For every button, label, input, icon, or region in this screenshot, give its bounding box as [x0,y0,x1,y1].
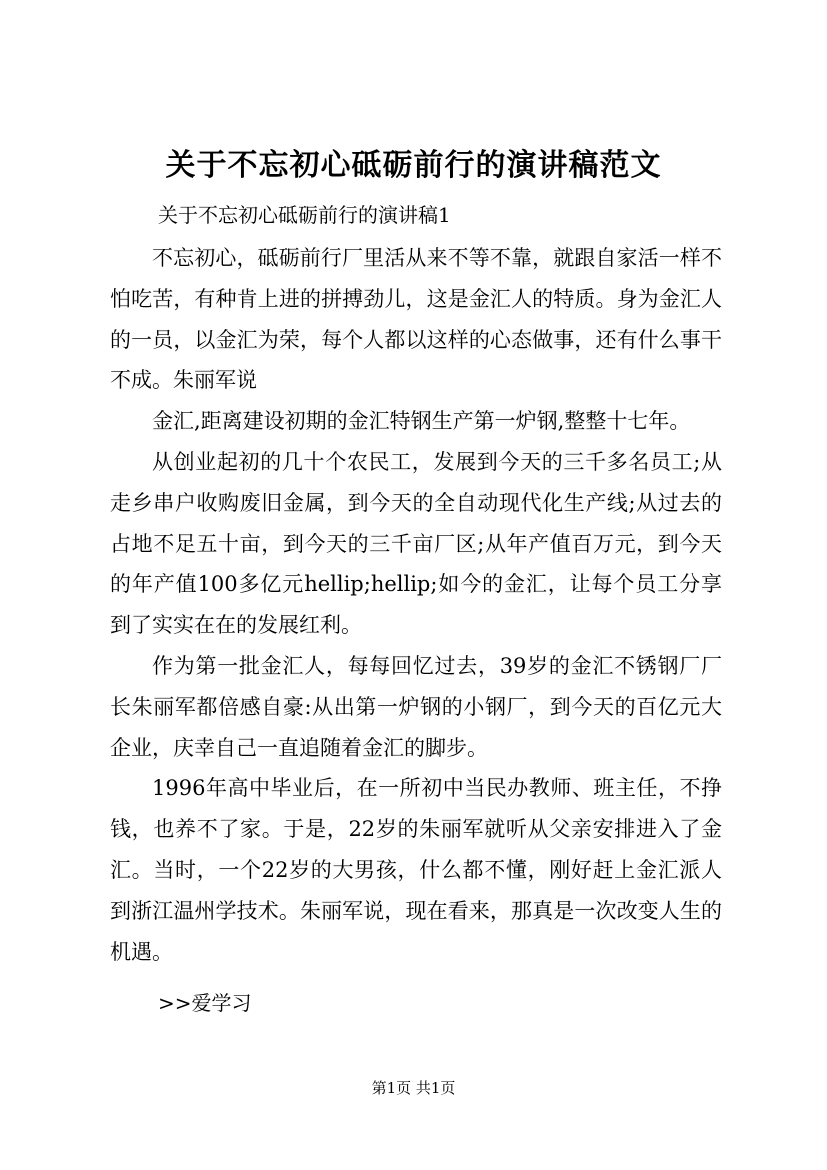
page-number-footer: 第1页 共1页 [371,1079,456,1097]
signoff-text: >>爱学习 [158,991,252,1015]
paragraph: 作为第一批金汇人，每每回忆过去，39岁的金汇不锈钢厂厂长朱丽军都倍感自豪:从出第一炉钢的小钢厂，到今天的百亿元大企业，庆幸自己一直追随着金汇的脚步。 [110,653,722,760]
paragraph: 从创业起初的几十个农民工，发展到今天的三千多名员工;从走乡串户收购废旧金属，到今天的全自动现代化生产线;从过去的占地不足五十亩，到今天的三千亩厂区;从年产值百万元，到今天的年产值100多亿元hellip;hellip;如今的金汇，让每个员工分享到了实实在在的发展红利。 [110,449,722,638]
document-body [110,238,722,972]
paragraph: 不忘初心，砥砺前行厂里活从来不等不靠，就跟自家活一样不怕吃苦，有种肯上进的拼搏劲儿，这是金汇人的特质。身为金汇人的一员，以金汇为荣，每个人都以这样的心态做事，还有什么事干不成。朱丽军说 [110,246,722,393]
document-title: 关于不忘初心砥砺前行的演讲稿范文 [165,148,662,183]
paragraph: 1996年高中毕业后，在一所初中当民办教师、班主任，不挣钱，也养不了家。于是，22岁的朱丽军就听从父亲安排进入了金汇。当时，一个22岁的大男孩，什么都不懂，刚好赶上金汇派人到浙江温州学技术。朱丽军说，现在看来，那真是一次改变人生的机遇。 [110,776,722,964]
paragraph: 金汇,距离建设初期的金汇特钢生产第一炉钢,整整十七年。 [152,409,691,434]
document-subtitle: 关于不忘初心砥砺前行的演讲稿1 [158,203,451,227]
